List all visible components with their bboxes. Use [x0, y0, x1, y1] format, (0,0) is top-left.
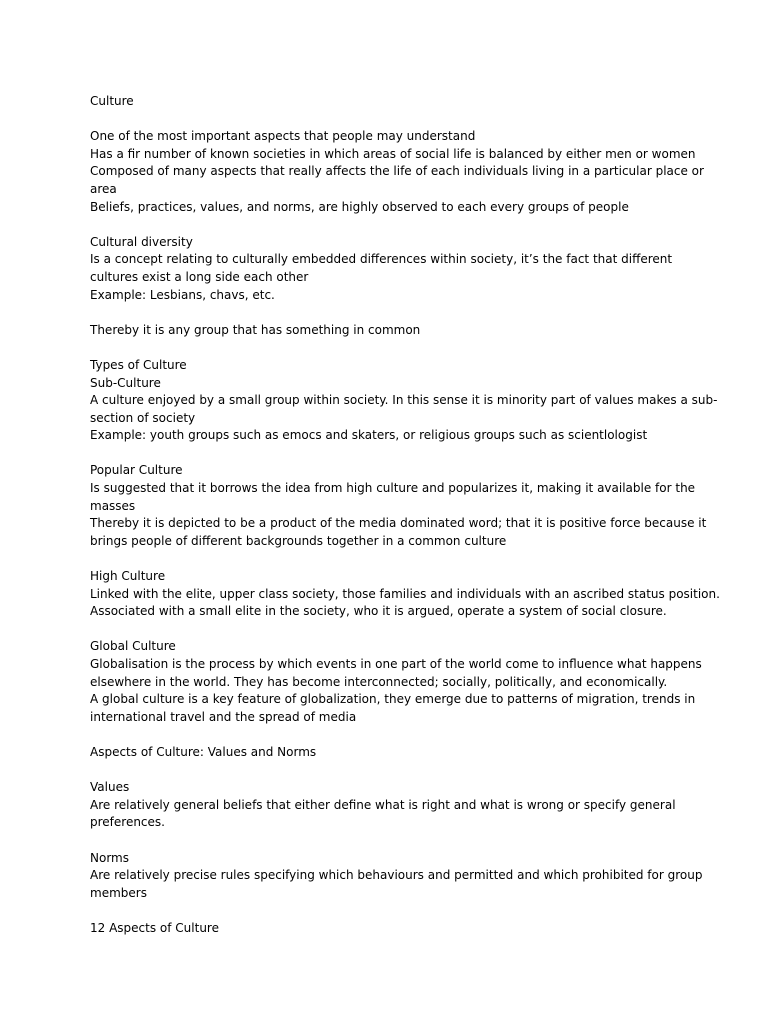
text-line: One of the most important aspects that people may understand: [90, 129, 476, 144]
text-line: Cultural diversity: [90, 234, 193, 249]
text-line: section of society: [90, 410, 196, 425]
text-line: Associated with a small elite in the society, who it is argued, operate a system of social closure.: [90, 604, 667, 619]
text-line: Popular Culture: [90, 463, 183, 478]
blank-line: [90, 762, 690, 780]
text-line: Values: [90, 780, 130, 795]
text-line: Thereby it is depicted to be a product of the media dominated word; that it is positive force because it: [90, 516, 707, 531]
document-page: [90, 93, 720, 938]
text-line: Global Culture: [90, 639, 176, 654]
text-line: masses: [90, 498, 136, 513]
blank-line: [90, 111, 690, 129]
text-line: Thereby it is any group that has something in common: [90, 322, 421, 337]
text-line: Aspects of Culture: Values and Norms: [90, 744, 317, 759]
blank-line: [90, 304, 690, 322]
blank-line: [90, 339, 690, 357]
blank-line: [90, 550, 690, 568]
text-line: Culture: [90, 94, 134, 108]
text-line: Are relatively precise rules specifying which behaviours and permitted and which prohibited for group: [90, 868, 703, 883]
text-line: Linked with the elite, upper class society, those families and individuals with an ascribed status position.: [90, 586, 720, 601]
text-line: elsewhere in the world. They has become interconnected; socially, politically, and economically.: [90, 674, 668, 689]
blank-line: [90, 902, 690, 920]
text-line: Is a concept relating to culturally embedded differences within society, it’s the fact that different: [90, 252, 673, 267]
text-line: brings people of different backgrounds together in a common culture: [90, 533, 507, 548]
text-line: Globalisation is the process by which events in one part of the world come to influence what happens: [90, 657, 702, 671]
text-line: A global culture is a key feature of globalization, they emerge due to patterns of migration, trends in: [90, 692, 696, 707]
text-line: cultures exist a long side each other: [90, 269, 309, 284]
text-line: Are relatively general beliefs that either define what is right and what is wrong or specify general: [90, 797, 676, 812]
text-line: A culture enjoyed by a small group within society. In this sense it is minority part of values makes a sub-: [90, 393, 718, 408]
blank-line: [90, 621, 690, 639]
text-line: Composed of many aspects that really affects the life of each individuals living in a particular place or: [90, 164, 704, 179]
blank-line: [90, 445, 690, 463]
text-line: preferences.: [90, 815, 165, 830]
text-line: Beliefs, practices, values, and norms, are highly observed to each every groups of people: [90, 199, 629, 214]
text-line: international travel and the spread of media: [90, 709, 357, 724]
text-line: Types of Culture: [90, 357, 187, 372]
blank-line: [90, 832, 690, 850]
text-line: area: [90, 181, 117, 196]
text-line: members: [90, 885, 147, 900]
text-line: Is suggested that it borrows the idea from high culture and popularizes it, making it available for the: [90, 481, 696, 496]
text-line: Sub-Culture: [90, 375, 161, 390]
blank-line: [90, 726, 690, 744]
text-line: Norms: [90, 850, 129, 865]
text-line: Example: Lesbians, chavs, etc.: [90, 287, 275, 302]
text-line: 12 Aspects of Culture: [90, 920, 219, 935]
blank-line: [90, 216, 690, 234]
text-line: Example: youth groups such as emocs and skaters, or religious groups such as scientlologist: [90, 428, 648, 443]
text-line: High Culture: [90, 569, 166, 584]
text-line: Has a fir number of known societies in which areas of social life is balanced by either men or women: [90, 146, 696, 161]
